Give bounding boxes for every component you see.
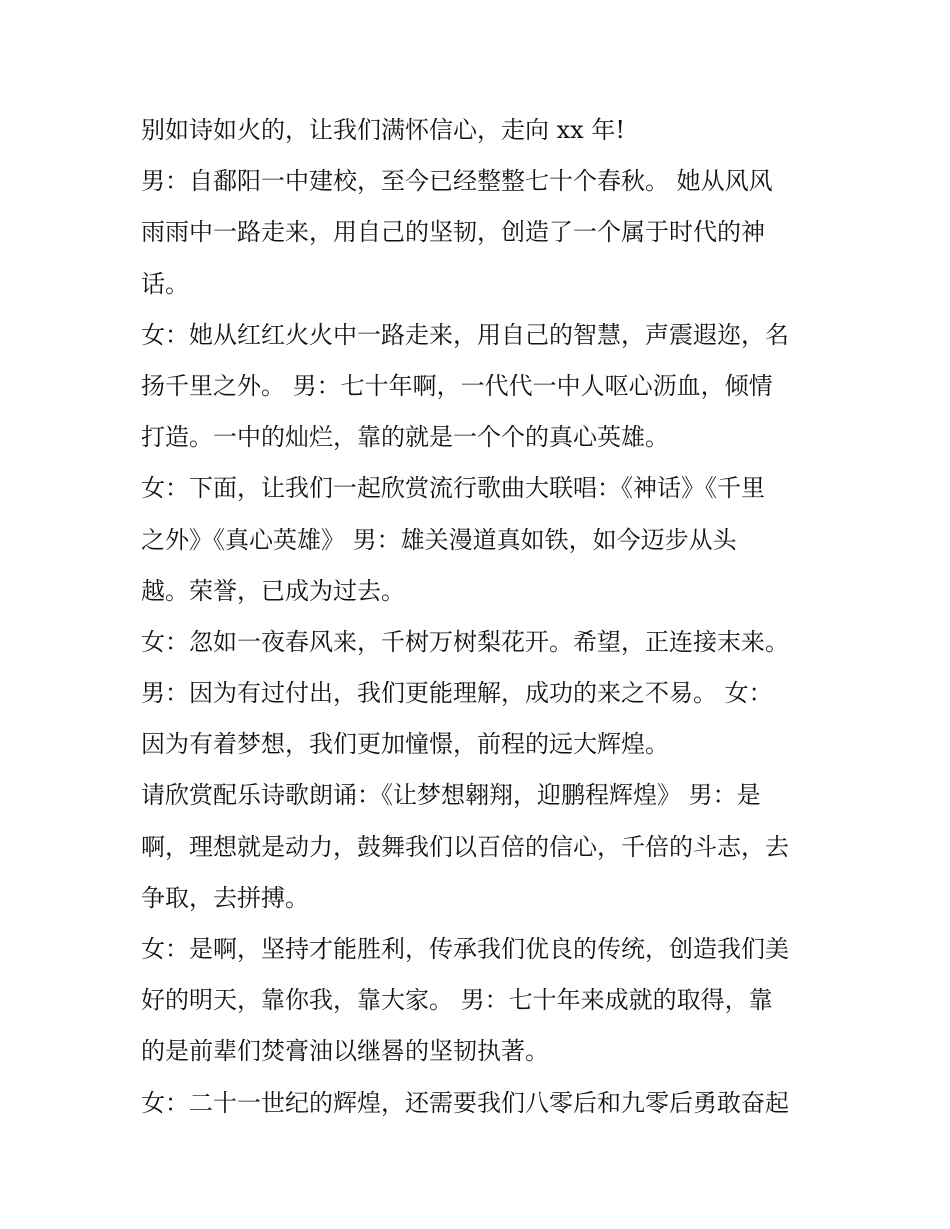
text-line: 话。 — [141, 269, 189, 298]
text-line: 男：自鄱阳一中建校，至今已经整整七十个春秋。 她从风风 — [141, 167, 773, 196]
text-line: 啊，理想就是动力，鼓舞我们以百倍的信心，千倍的斗志，去 — [141, 832, 789, 861]
text-line: 打造。一中的灿烂，靠的就是一个个的真心英雄。 — [141, 423, 669, 452]
text-line: 好的明天，靠你我，靠大家。 男：七十年来成就的取得，靠 — [141, 986, 773, 1015]
text-line: 越。荣誉，已成为过去。 — [141, 576, 405, 605]
text-line: 男：因为有过付出，我们更能理解，成功的来之不易。 女： — [141, 679, 773, 708]
text-line: 女：她从红红火火中一路走来，用自己的智慧，声震遐迩，名 — [141, 320, 789, 349]
text-line: 请欣赏配乐诗歌朗诵：《让梦想翱翔，迎鹏程辉煌》 男：是 — [141, 781, 761, 810]
text-line: 女：下面，让我们一起欣赏流行歌曲大联唱：《神话》《千里 — [141, 474, 765, 503]
document-body — [141, 110, 821, 1134]
text-line: 女：二十一世纪的辉煌，还需要我们八零后和九零后勇敢奋起 — [141, 1088, 789, 1117]
text-line: 女：是啊，坚持才能胜利，传承我们优良的传统，创造我们美 — [141, 935, 789, 963]
text-line: 女：忽如一夜春风来，千树万树梨花开。希望，正连接末来。 — [141, 627, 789, 656]
text-line: 因为有着梦想，我们更加憧憬，前程的远大辉煌。 — [141, 730, 669, 759]
text-line: 的是前辈们焚膏油以继晷的坚韧执著。 — [141, 1037, 549, 1066]
text-line: 雨雨中一路走来，用自己的坚韧，创造了一个属于时代的神 — [141, 218, 765, 247]
text-line: 别如诗如火的，让我们满怀信心，走向 xx 年! — [141, 116, 625, 144]
text-line: 争取，去拼搏。 — [141, 883, 309, 912]
text-line: 扬千里之外。 男：七十年啊，一代代一中人呕心沥血，倾情 — [141, 371, 773, 400]
text-line: 之外》《真心英雄》 男：雄关漫道真如铁，如今迈步从头 — [141, 525, 737, 554]
